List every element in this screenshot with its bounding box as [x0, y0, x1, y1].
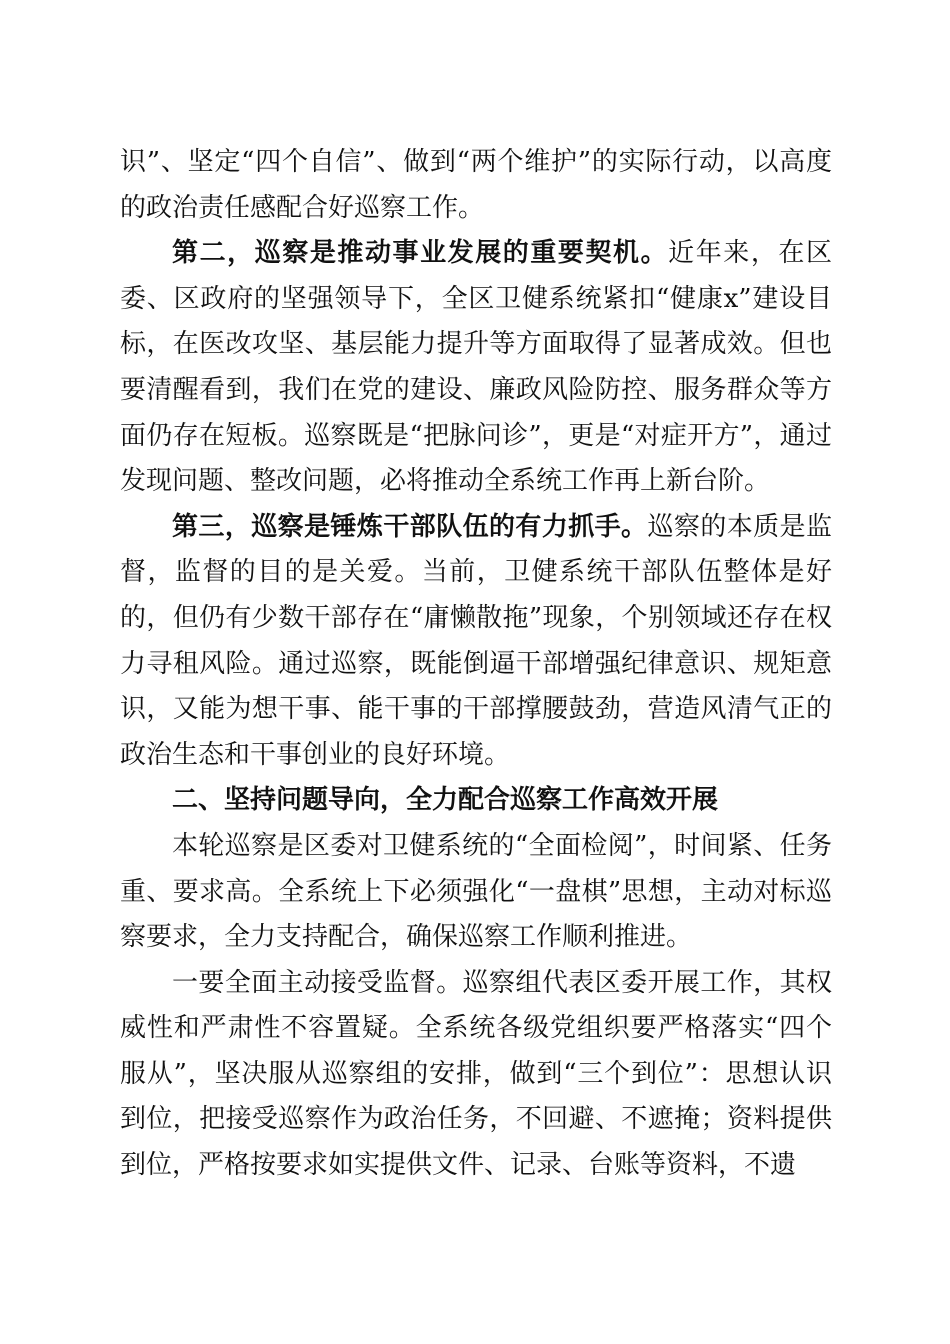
section-heading: 二、坚持问题导向，全力配合巡察工作高效开展 [172, 785, 719, 816]
document-body [120, 140, 832, 1189]
paragraph-text: 本轮巡察是区委对卫健系统的“全面检阅”，时间紧、任务重、要求高。全系统上下必须强化“一盘棋”思想，主动对标巡察要求，全力支持配合，确保巡察工作顺利推进。 [120, 830, 832, 953]
paragraph-lead: 第二，巡察是推动事业发展的重要契机。 [172, 238, 669, 269]
paragraph-text: 近年来，在区委、区政府的坚强领导下，全区卫健系统紧扣“健康x”建设目标，在医改攻坚、基层能力提升等方面取得了显著成效。但也要清醒看到，我们在党的建设、廉政风险防控、服务群众等方面仍存在短板。巡察既是“把脉问诊”，更是“对症开方”，通过发现问题、整改问题，必将推动全系统工作再上新台阶。 [120, 238, 832, 497]
paragraph-text: 一要全面主动接受监督。巡察组代表区委开展工作，其权威性和严肃性不容置疑。全系统各级党组织要严格落实“四个服从”，坚决服从巡察组的安排，做到“三个到位”：思想认识到位，把接受巡察作为政治任务，不回避、不遮掩；资料提供到位，严格按要求如实提供文件、记录、台账等资料，不遗 [120, 967, 832, 1181]
paragraph-text: 巡察的本质是监督，监督的目的是关爱。当前，卫健系统干部队伍整体是好的，但仍有少数干部存在“庸懒散拖”现象，个别领域还存在权力寻租风险。通过巡察，既能倒逼干部增强纪律意识、规矩意识，又能为想干事、能干事的干部撑腰鼓劲，营造风清气正的政治生态和干事创业的良好环境。 [120, 511, 832, 770]
paragraph-second-point [120, 231, 832, 505]
paragraph-text: 识”、坚定“四个自信”、做到“两个维护”的实际行动，以高度的政治责任感配合好巡察工作。 [120, 147, 832, 223]
paragraph-continuation [120, 140, 832, 231]
paragraph-third-point [120, 505, 832, 779]
paragraph-section-intro [120, 824, 832, 961]
paragraph-lead: 第三，巡察是锤炼干部队伍的有力抓手。 [172, 511, 648, 542]
paragraph-first-requirement [120, 961, 832, 1189]
